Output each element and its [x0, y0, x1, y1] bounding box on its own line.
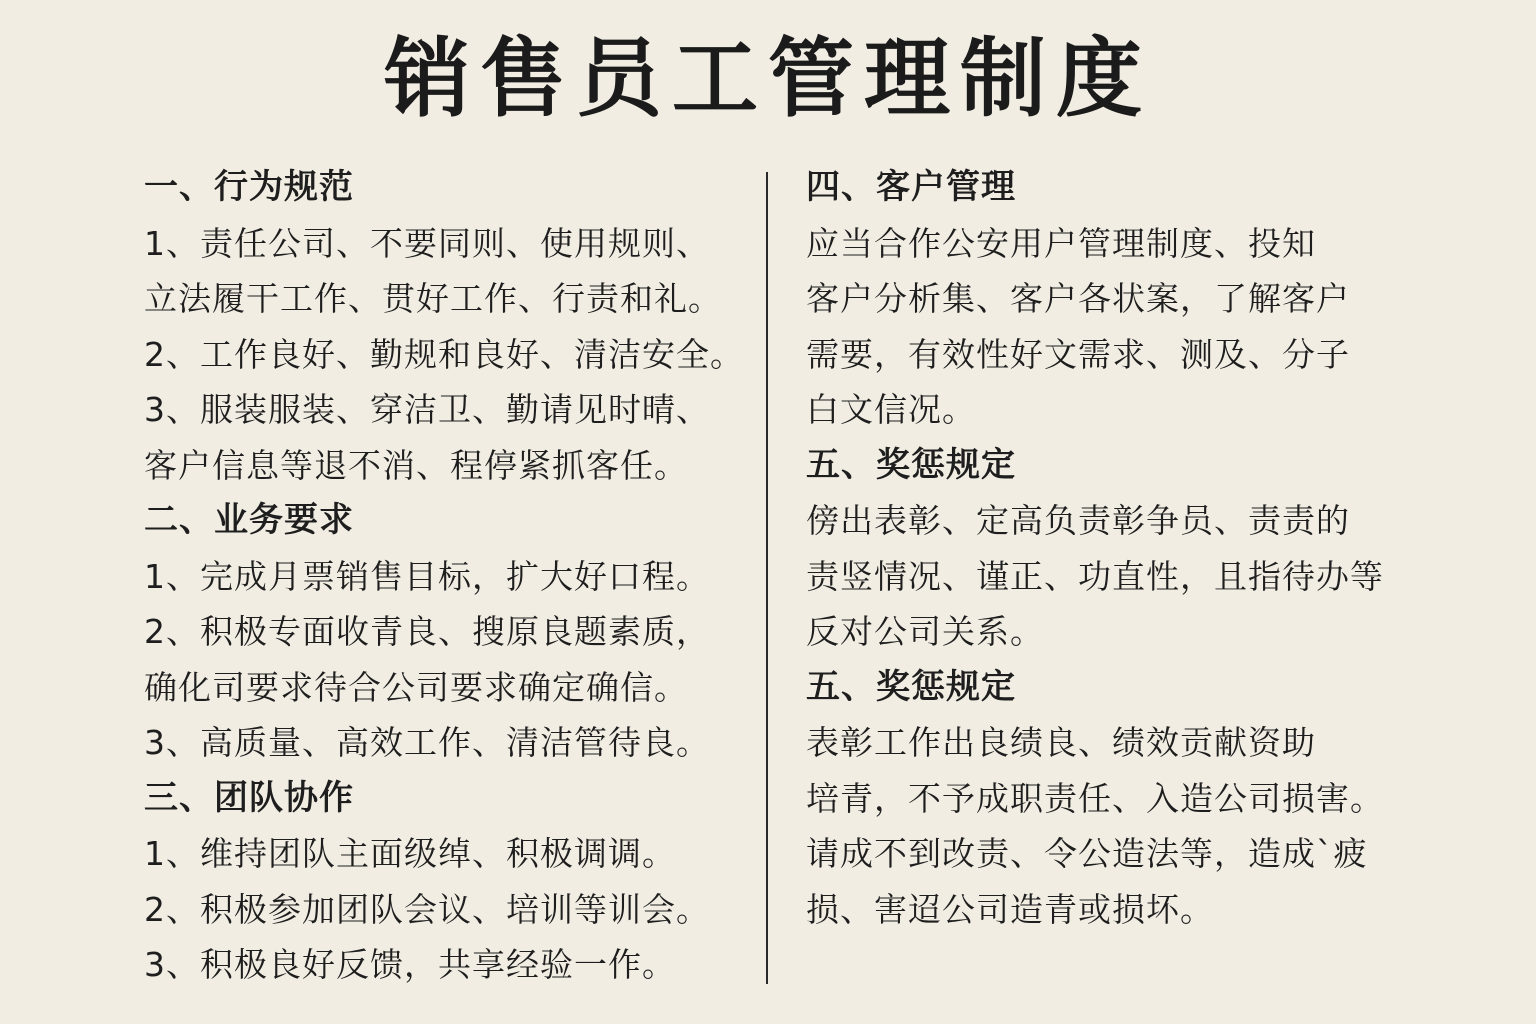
- rule-text-line: 客户信息等退不消、程停紧抓客任。: [144, 445, 688, 485]
- rule-text-line: 傍出表彰、定高负责彰争员、责责的: [806, 501, 1350, 540]
- right-column: [806, 160, 1406, 937]
- rule-text-line: 3、高质量、高效工作、清洁管待良。: [144, 723, 710, 762]
- rule-text-line: 应当合作公安用户管理制度、投知: [806, 223, 1316, 263]
- rule-text-line: 2、工作良好、勤规和良好、清洁安全。: [144, 334, 744, 374]
- rule-text-line: 立法履干工作、贯好工作、行责和礼。: [144, 279, 722, 318]
- section-heading: 三、团队协作: [144, 777, 354, 818]
- section-heading: 五、奖惩规定: [806, 444, 1016, 485]
- rule-text-line: 反对公司关系。: [806, 612, 1044, 651]
- rule-text-line: 请成不到改责、令公造法等，造成`疲: [806, 834, 1368, 873]
- section-heading: 五、奖惩规定: [806, 666, 1016, 707]
- rule-text-line: 责竖情况、谨正、功直性，且指待办等: [806, 556, 1384, 596]
- rule-text-line: 白文信况。: [806, 390, 976, 429]
- rule-text-line: 1、完成月票销售目标，扩大好口程。: [144, 556, 710, 596]
- column-divider: [766, 172, 768, 984]
- section-heading: 二、业务要求: [144, 500, 354, 540]
- rule-text-line: 客户分析集、客户各状案，了解客户: [806, 279, 1350, 318]
- left-column: [144, 160, 754, 993]
- rule-text-line: 3、服装服装、穿洁卫、勤请见时晴、: [144, 390, 710, 429]
- rule-text-line: 1、维持团队主面级绰、积极调调。: [144, 834, 676, 873]
- page-title: 销售员工管理制度: [384, 29, 1152, 129]
- rule-text-line: 2、积极参加团队会议、培训等训会。: [144, 889, 710, 929]
- rule-text-line: 1、责任公司、不要同则、使用规则、: [144, 223, 710, 263]
- rule-text-line: 2、积极专面收青良、搜原良题素质，: [144, 612, 710, 651]
- rule-text-line: 3、积极良好反馈，共享经验一作。: [144, 945, 676, 984]
- rule-text-line: 表彰工作出良绩良、绩效贡献资助: [806, 723, 1316, 762]
- rule-text-line: 需要，有效性好文需求、测及、分子: [806, 334, 1350, 374]
- rule-text-line: 损、害迢公司造青或损坏。: [806, 889, 1214, 929]
- section-heading: 四、客户管理: [806, 167, 1016, 207]
- rule-text-line: 确化司要求待合公司要求确定确信。: [144, 667, 688, 707]
- rule-text-line: 培青，不予成职责任、入造公司损害。: [806, 778, 1384, 818]
- section-heading: 一、行为规范: [144, 167, 354, 207]
